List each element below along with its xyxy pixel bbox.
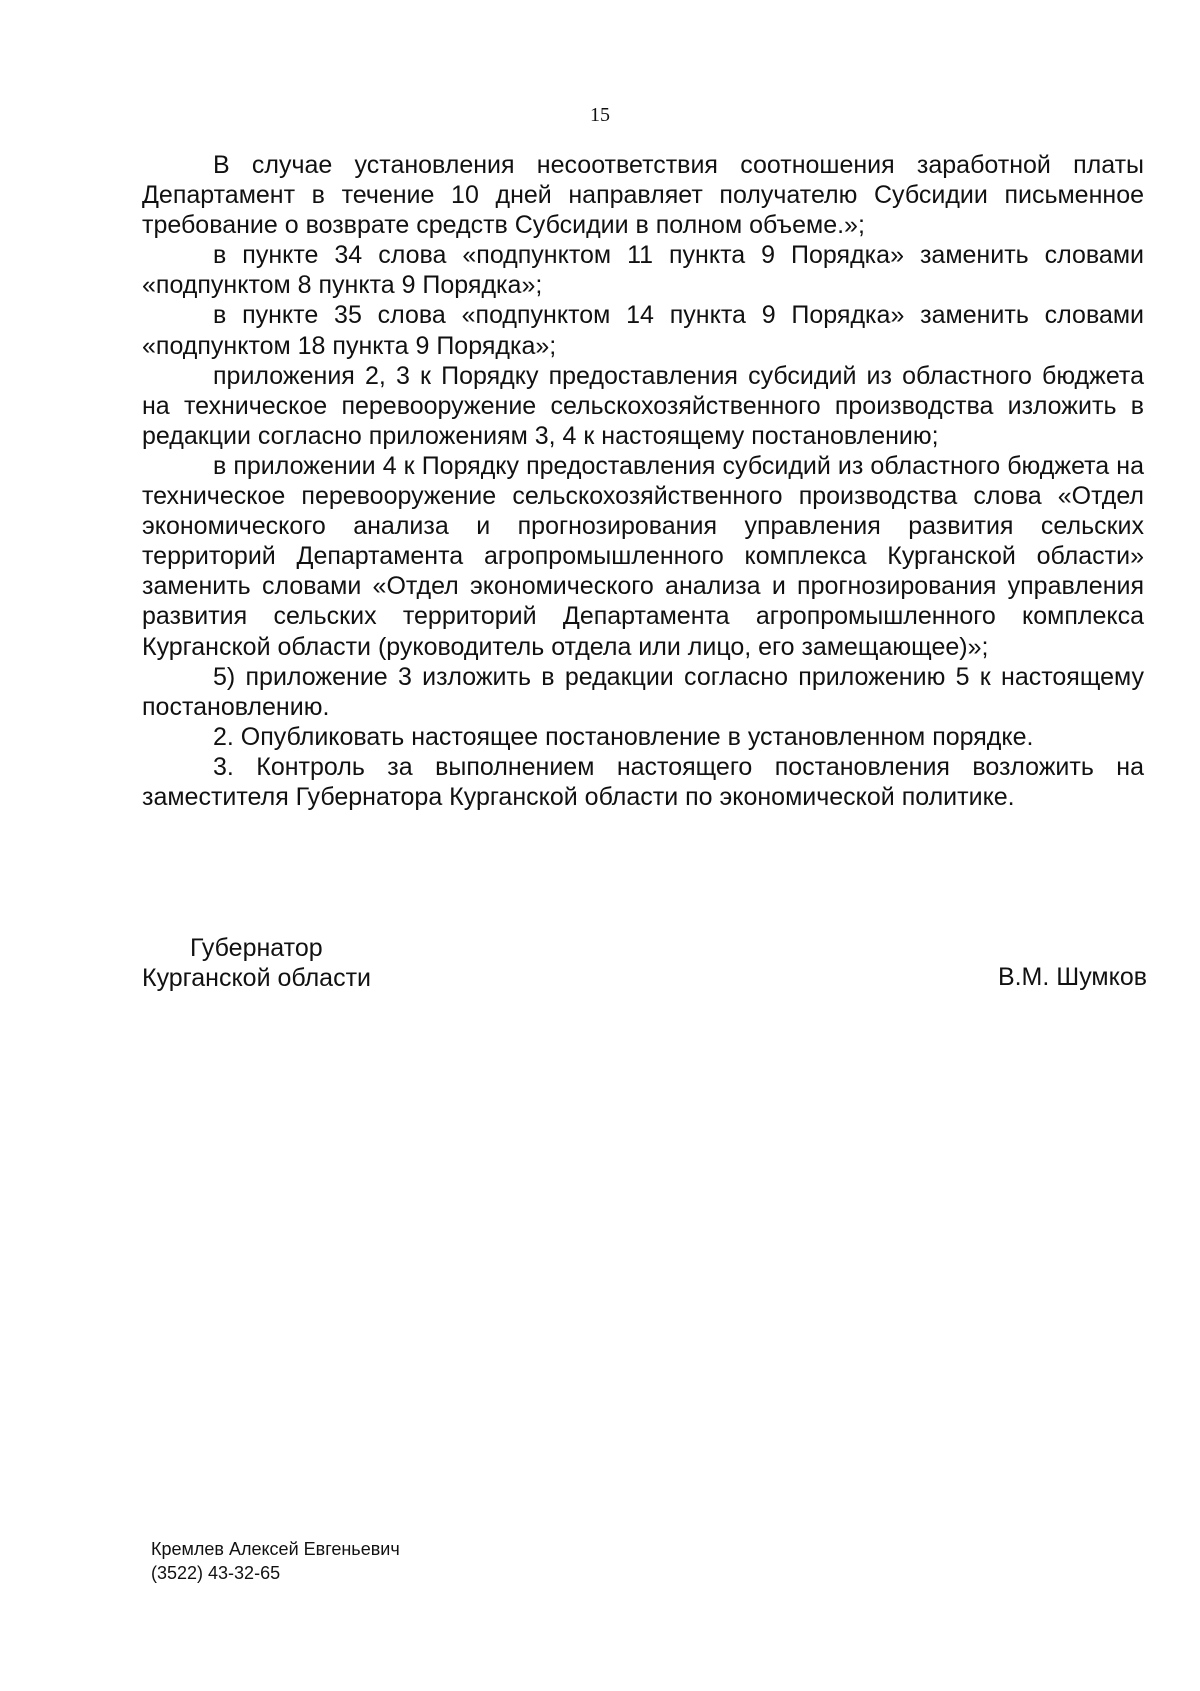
paragraph-item-35: в пункте 35 слова «подпунктом 14 пункта 9 Порядка» заменить словами «подпунктом 18 пункта 9 Порядка»; <box>142 301 1144 360</box>
paragraph-salary-ratio: В случае установления несоответствия соотношения заработной платы Департамент в течение 10 дней направляет получателю Субсидии письменное требование о возврате средств Субсидии в полном объеме.»; <box>142 151 1144 240</box>
contact-block <box>151 1537 400 1585</box>
signature-title <box>142 933 371 993</box>
contact-name: Кремлев Алексей Евгеньевич <box>151 1539 400 1559</box>
page-number: 15 <box>590 104 610 126</box>
paragraph-appendix-4: в приложении 4 к Порядку предоставления субсидий из областного бюджета на техническое перевооружение сельскохозяйственного производства слова «Отдел экономического анализа и прогнозирования управления развития сельских территорий Департамента агропромышленного комплекса Курганской области» заменить словами «Отдел экономического анализа и прогнозирования управления развития сельских территорий Департамента агропромышленного комплекса Курганской области (руководитель отдела или лицо, его замещающее)»; <box>142 451 1144 661</box>
signature-name: В.М. Шумков <box>997 963 1147 991</box>
paragraph-appendices-2-3: приложения 2, 3 к Порядку предоставления субсидий из областного бюджета на техническое перевооружение сельскохозяйственного производства изложить в редакции согласно приложениям 3, 4 к настоящему постановлению; <box>142 361 1144 450</box>
document-body <box>142 150 1144 812</box>
contact-phone: (3522) 43-32-65 <box>151 1563 281 1583</box>
signature-title-line2: Курганской области <box>142 964 372 992</box>
paragraph-appendix-3: 5) приложение 3 изложить в редакции согласно приложению 5 к настоящему постановлению. <box>142 662 1144 721</box>
signature-title-line1: Губернатор <box>190 934 323 962</box>
paragraph-control: 3. Контроль за выполнением настоящего постановления возложить на заместителя Губернатора Курганской области по экономической политике. <box>142 752 1144 811</box>
paragraph-item-34: в пункте 34 слова «подпунктом 11 пункта 9 Порядка» заменить словами «подпунктом 8 пункта 9 Порядка»; <box>142 241 1144 300</box>
paragraph-publish: 2. Опубликовать настоящее постановление в установленном порядке. <box>213 722 1034 751</box>
